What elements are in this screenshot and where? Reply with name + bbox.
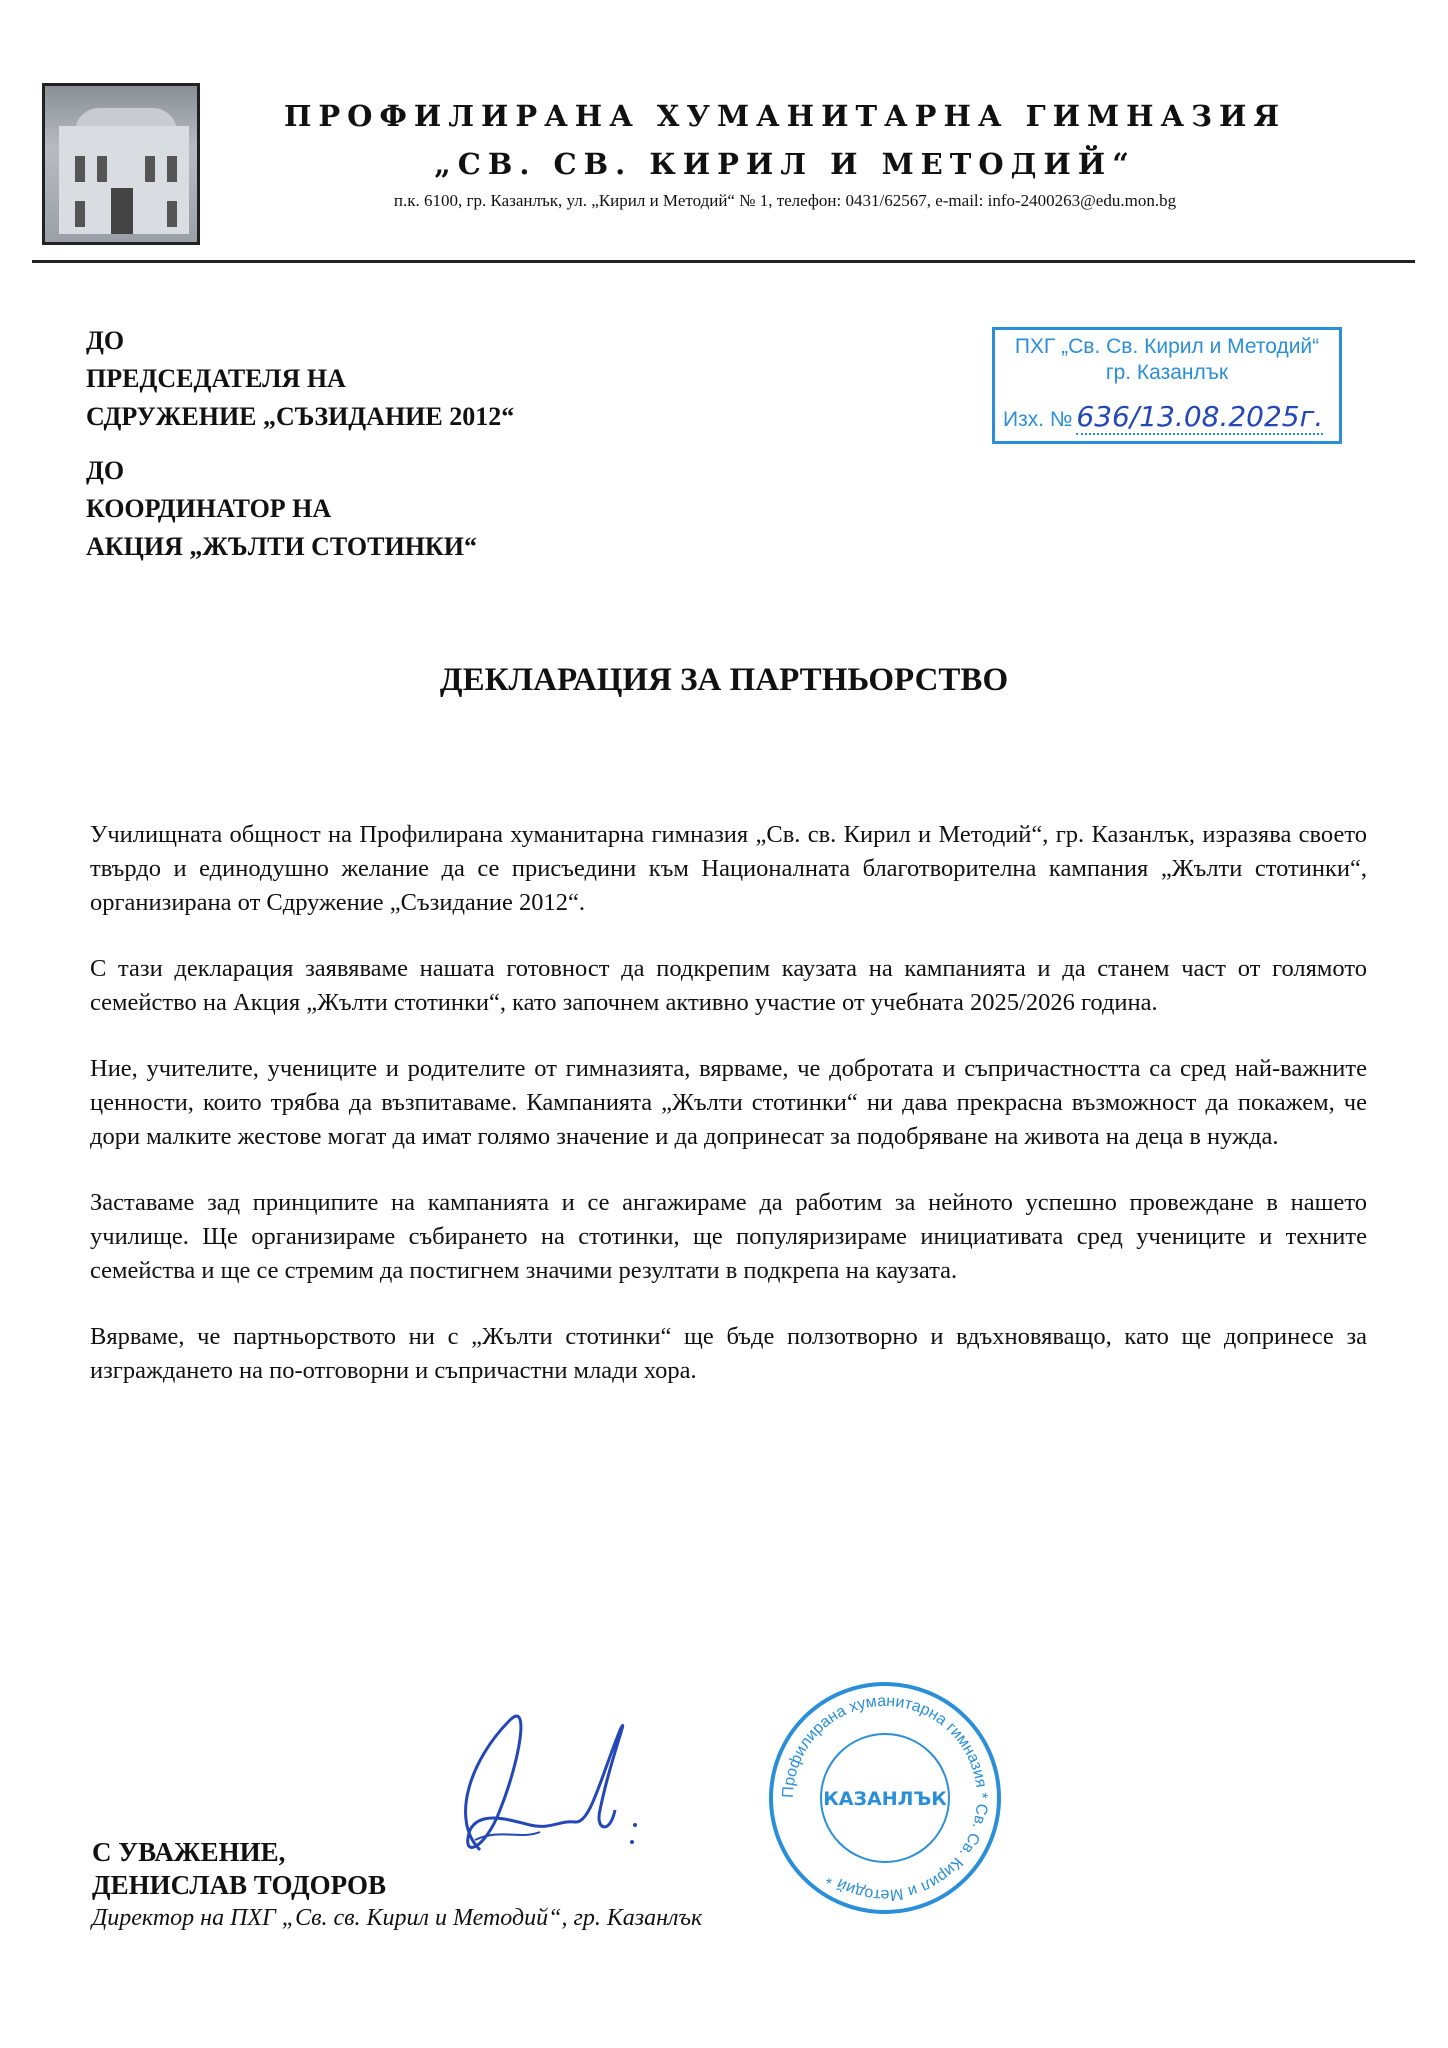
- recipient-line: ПРЕДСЕДАТЕЛЯ НА: [86, 364, 346, 393]
- stamp-line1: ПХГ „Св. Св. Кирил и Методий“: [1014, 335, 1320, 358]
- school-building-photo: [42, 83, 200, 245]
- school-name-line2: „СВ. СВ. КИРИЛ И МЕТОДИЙ“: [434, 147, 1136, 181]
- recipient-line: СДРУЖЕНИЕ „СЪЗИДАНИЕ 2012“: [86, 402, 515, 431]
- closing-regards: С УВАЖЕНИЕ,: [92, 1837, 286, 1867]
- closing-block: [92, 1836, 702, 1934]
- seal-center-text: КАЗАНЛЪК: [823, 1788, 947, 1810]
- signatory-name: ДЕНИСЛАВ ТОДОРОВ: [92, 1870, 387, 1900]
- recipient-block-1: [86, 322, 514, 436]
- letterhead: [230, 96, 1340, 212]
- signatory-role: Директор на ПХГ „Св. св. Кирил и Методий“, гр. Казанлък: [92, 1905, 703, 1931]
- recipient-line: КООРДИНАТОР НА: [86, 494, 332, 523]
- school-address: п.к. 6100, гр. Казанлък, ул. „Кирил и Методий“ № 1, телефон: 0431/62567, e-mail: info-2400263@edu.mon.bg: [393, 191, 1177, 210]
- round-seal: [765, 1678, 1005, 1918]
- paragraph-4: Заставаме зад принципите на кампанията и се ангажираме да работим за нейното успешно провеждане в нашето училище. Ще организираме събирането на стотинки, ще популяризираме инициативата сред учениците и техните семейства и ще се стремим да постигнем значими резултати в подкрепа на каузата.: [90, 1189, 1367, 1284]
- stamp-label: Изх. №: [1003, 408, 1073, 431]
- recipient-line: АКЦИЯ „ЖЪЛТИ СТОТИНКИ“: [86, 532, 478, 561]
- paragraph-2: С тази декларация заявяваме нашата готовност да подкрепим каузата на кампанията и да станем част от голямото семейство на Акция „Жълти стотинки“, като започнем активно участие от учебната 2025/2026 година.: [90, 955, 1367, 1016]
- recipients: [86, 322, 514, 566]
- document-title: ДЕКЛАРАЦИЯ ЗА ПАРТНЬОРСТВО: [439, 662, 1009, 698]
- school-name-line1: ПРОФИЛИРАНА ХУМАНИТАРНА ГИМНАЗИЯ: [283, 99, 1287, 133]
- header-divider: [32, 260, 1415, 263]
- paragraph-5: Вярваме, че партньорството ни с „Жълти стотинки“ ще бъде ползотворно и вдъхновяващо, като ще допринесе за изграждането на по-отговорни и съпричастни млади хора.: [90, 1323, 1367, 1384]
- recipient-line: ДО: [86, 326, 125, 355]
- stamp-line2: гр. Казанлък: [1105, 361, 1229, 384]
- paragraph-1: Училищната общност на Профилирана хуманитарна гимназия „Св. св. Кирил и Методий“, гр. Казанлък, изразява своето твърдо и единодушно желание да се присъедини към Националната благотворителна кампания „Жълти стотинки“, организирана от Сдружение „Съзидание 2012“.: [90, 821, 1367, 916]
- paragraph-3: Ние, учителите, учениците и родителите от гимназията, вярваме, че добротата и съпричастността са сред най-важните ценности, които трябва да възпитаваме. Кампанията „Жълти стотинки“ ни дава прекрасна възможност да покажем, че дори малките жестове могат да имат голямо значение и да допринесат за подобряване на живота на деца в нужда.: [90, 1055, 1367, 1150]
- recipient-block-2: [86, 452, 514, 566]
- outgoing-number: 636/13.08.2025г.: [1076, 400, 1324, 433]
- registry-stamp: [992, 327, 1342, 444]
- recipient-line: ДО: [86, 456, 125, 485]
- body-text: [90, 818, 1367, 1420]
- seal-ring-text: Профилирана хуманитарна гимназия * Св. Св. Кирил и Методий *: [779, 1692, 991, 1904]
- stamp-number-row: [1003, 400, 1331, 435]
